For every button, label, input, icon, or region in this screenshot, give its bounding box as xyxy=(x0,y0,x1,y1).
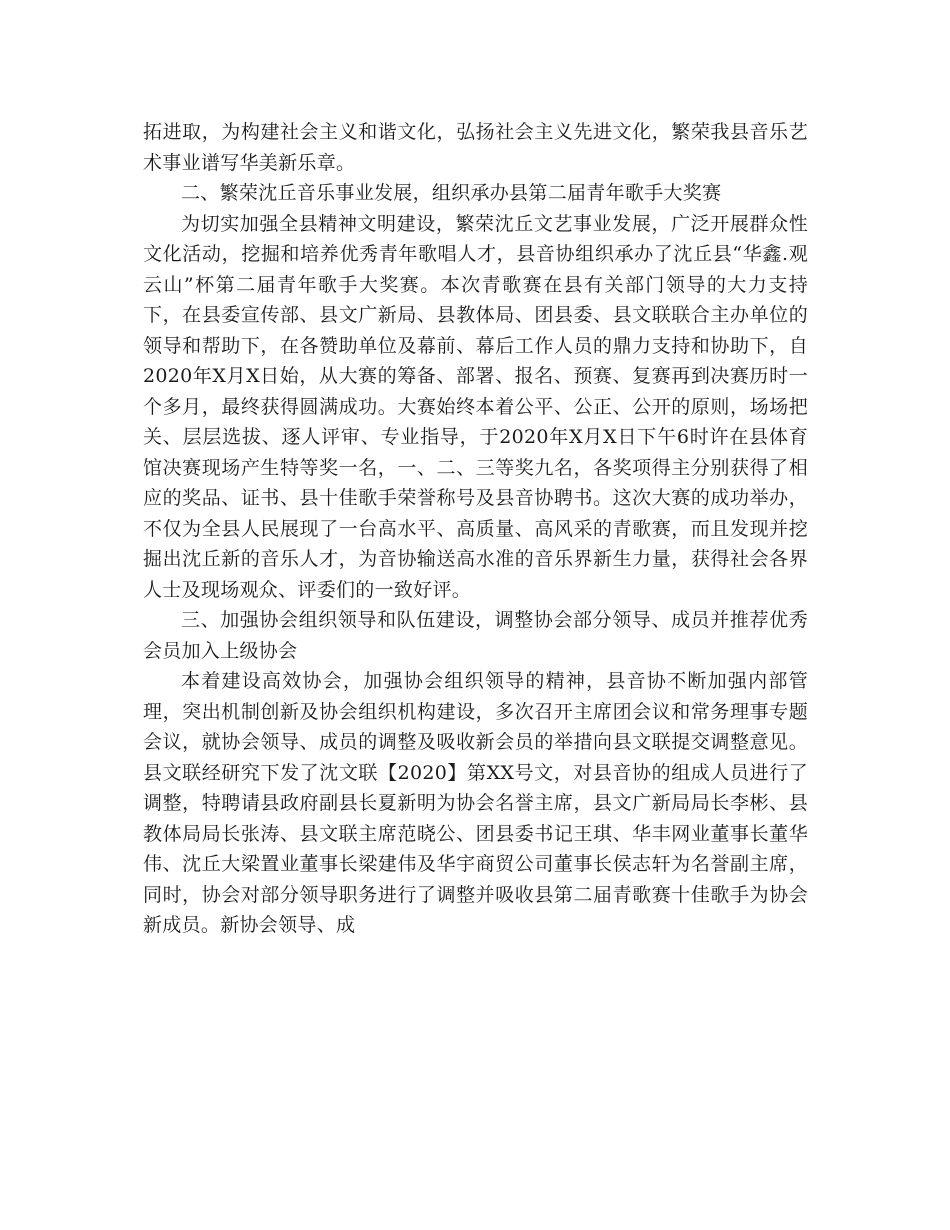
paragraph-contest: 为切实加强全县精神文明建设，繁荣沈丘文艺事业发展，广泛开展群众性文化活动，挖掘和培养优秀青年歌唱人才，县音协组织承办了沈丘县“华鑫.观云山”杯第二届青年歌手大奖赛。本次青歌赛在县有关部门领导的大力支持下，在县委宣传部、县文广新局、县教体局、团县委、县文联联合主办单位的领导和帮助下，在各赞助单位及幕前、幕后工作人员的鼎力支持和协助下，自2020年X月X日始，从大赛的筹备、部署、报名、预赛、复赛再到决赛历时一个多月，最终获得圆满成功。大赛始终本着公平、公正、公开的原则，场场把关、层层选拔、逐人评审、专业指导，于2020年X月X日下午6时许在县体育馆决赛现场产生特等奖一名，一、二、三等奖九名，各奖项得主分别获得了相应的奖品、证书、县十佳歌手荣誉称号及县音协聘书。这次大赛的成功举办，不仅为全县人民展现了一台高水平、高质量、高风采的青歌赛，而且发现并挖掘出沈丘新的音乐人才，为音协输送高水准的音乐界新生力量，获得社会各界人士及现场观众、评委们的一致好评。 xyxy=(143,212,808,601)
section-heading-3: 三、加强协会组织领导和队伍建设，调整协会部分领导、成员并推荐优秀会员加入上级协会 xyxy=(143,609,808,662)
paragraph-organization: 本着建设高效协会，加强协会组织领导的精神，县音协不断加强内部管理，突出机制创新及协会组织机构建设，多次召开主席团会议和常务理事专题会议，就协会领导、成员的调整及吸收新会员的举措向县文联提交调整意见。县文联经研究下发了沈文联【2020】第XX号文，对县音协的组成人员进行了调整，特聘请县政府副县长夏新明为协会名誉主席，县文广新局局长李彬、县教体局局长张涛、县文联主席范晓公、团县委书记王琪、华丰网业董事长董华伟、沈丘大梁置业董事长梁建伟及华宇商贸公司董事长侯志轩为名誉副主席，同时，协会对部分领导职务进行了调整并吸收县第二届青歌赛十佳歌手为协会新成员。新协会领导、成 xyxy=(143,670,808,936)
section-heading-2: 二、繁荣沈丘音乐事业发展，组织承办县第二届青年歌手大奖赛 xyxy=(181,182,722,204)
paragraph-continuation: 拓进取，为构建社会主义和谐文化，弘扬社会主义先进文化，繁荣我县音乐艺术事业谱写华美新乐章。 xyxy=(143,121,808,174)
document-body xyxy=(143,117,808,941)
